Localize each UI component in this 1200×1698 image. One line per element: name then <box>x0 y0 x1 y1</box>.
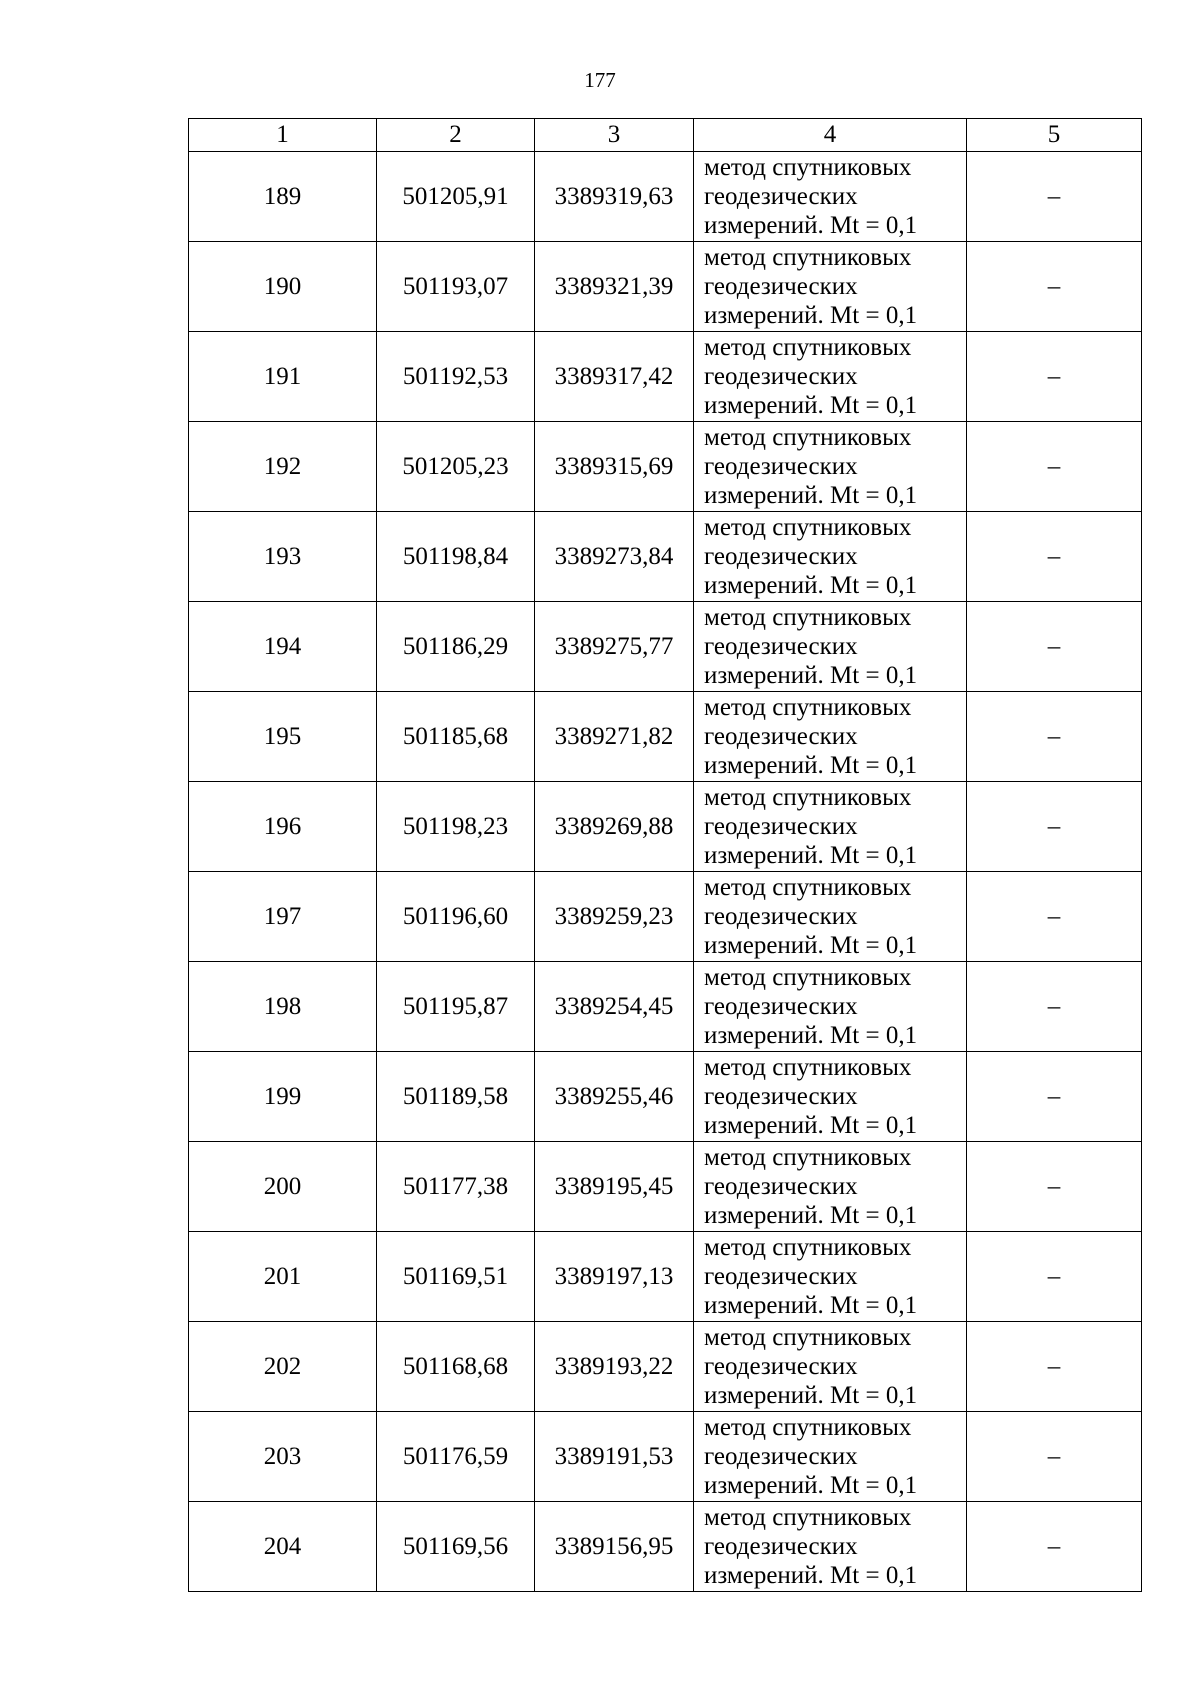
coordinate-x-cell: 501196,60 <box>377 872 535 962</box>
point-number-cell: 191 <box>189 332 377 422</box>
note-cell: – <box>967 1142 1142 1232</box>
method-line: измерений. Mt = 0,1 <box>704 1472 918 1499</box>
method-cell <box>694 1052 967 1142</box>
method-line: метод спутниковых <box>704 874 912 901</box>
point-number-cell: 203 <box>189 1412 377 1502</box>
coordinate-y-cell: 3389197,13 <box>535 1232 694 1322</box>
point-number-cell: 189 <box>189 152 377 242</box>
coordinate-x-cell: 501198,23 <box>377 782 535 872</box>
header-col-4: 4 <box>694 119 967 152</box>
point-number-cell: 194 <box>189 602 377 692</box>
point-number-cell: 201 <box>189 1232 377 1322</box>
point-number-cell: 190 <box>189 242 377 332</box>
coordinate-y-cell: 3389193,22 <box>535 1322 694 1412</box>
method-cell <box>694 1142 967 1232</box>
coordinate-y-cell: 3389191,53 <box>535 1412 694 1502</box>
coordinate-x-cell: 501185,68 <box>377 692 535 782</box>
coordinate-y-cell: 3389254,45 <box>535 962 694 1052</box>
table-row <box>189 782 1142 872</box>
table-row <box>189 512 1142 602</box>
table-row <box>189 872 1142 962</box>
coordinate-x-cell: 501186,29 <box>377 602 535 692</box>
coordinate-x-cell: 501168,68 <box>377 1322 535 1412</box>
method-cell <box>694 422 967 512</box>
note-cell: – <box>967 1232 1142 1322</box>
method-line: измерений. Mt = 0,1 <box>704 212 918 239</box>
method-line: геодезических <box>704 273 858 300</box>
point-number-cell: 197 <box>189 872 377 962</box>
note-cell: – <box>967 422 1142 512</box>
note-cell: – <box>967 692 1142 782</box>
point-number-cell: 200 <box>189 1142 377 1232</box>
header-col-1: 1 <box>189 119 377 152</box>
table-row <box>189 1502 1142 1592</box>
coordinate-x-cell: 501192,53 <box>377 332 535 422</box>
method-cell <box>694 332 967 422</box>
header-col-3: 3 <box>535 119 694 152</box>
coordinate-x-cell: 501198,84 <box>377 512 535 602</box>
point-number-cell: 199 <box>189 1052 377 1142</box>
table-header-row <box>189 119 1142 152</box>
method-line: измерений. Mt = 0,1 <box>704 662 918 689</box>
method-line: измерений. Mt = 0,1 <box>704 302 918 329</box>
table-row <box>189 422 1142 512</box>
table-row <box>189 602 1142 692</box>
coordinate-y-cell: 3389273,84 <box>535 512 694 602</box>
method-line: геодезических <box>704 543 858 570</box>
table-body <box>189 152 1142 1592</box>
note-cell: – <box>967 1502 1142 1592</box>
coordinates-table <box>188 118 1142 1592</box>
method-line: метод спутниковых <box>704 1144 912 1171</box>
method-line: геодезических <box>704 453 858 480</box>
coordinate-x-cell: 501177,38 <box>377 1142 535 1232</box>
method-line: метод спутниковых <box>704 514 912 541</box>
coordinate-x-cell: 501169,51 <box>377 1232 535 1322</box>
method-line: метод спутниковых <box>704 244 912 271</box>
coordinate-y-cell: 3389319,63 <box>535 152 694 242</box>
page-number: 177 <box>584 68 616 92</box>
table-row <box>189 1412 1142 1502</box>
method-cell <box>694 872 967 962</box>
coordinate-y-cell: 3389195,45 <box>535 1142 694 1232</box>
method-line: геодезических <box>704 723 858 750</box>
note-cell: – <box>967 152 1142 242</box>
point-number-cell: 202 <box>189 1322 377 1412</box>
method-line: метод спутниковых <box>704 1324 912 1351</box>
method-cell <box>694 1322 967 1412</box>
method-line: измерений. Mt = 0,1 <box>704 1562 918 1589</box>
coordinate-y-cell: 3389259,23 <box>535 872 694 962</box>
table-row <box>189 692 1142 782</box>
method-line: метод спутниковых <box>704 334 912 361</box>
method-line: геодезических <box>704 1533 858 1560</box>
method-line: измерений. Mt = 0,1 <box>704 932 918 959</box>
point-number-cell: 204 <box>189 1502 377 1592</box>
point-number-cell: 196 <box>189 782 377 872</box>
method-cell <box>694 152 967 242</box>
method-cell <box>694 512 967 602</box>
method-line: измерений. Mt = 0,1 <box>704 482 918 509</box>
method-line: геодезических <box>704 903 858 930</box>
method-cell <box>694 602 967 692</box>
method-line: геодезических <box>704 1173 858 1200</box>
note-cell: – <box>967 1412 1142 1502</box>
table-row <box>189 1142 1142 1232</box>
note-cell: – <box>967 1322 1142 1412</box>
note-cell: – <box>967 962 1142 1052</box>
point-number-cell: 193 <box>189 512 377 602</box>
method-cell <box>694 242 967 332</box>
note-cell: – <box>967 242 1142 332</box>
coordinate-x-cell: 501205,91 <box>377 152 535 242</box>
table-row <box>189 962 1142 1052</box>
method-line: геодезических <box>704 1443 858 1470</box>
point-number-cell: 198 <box>189 962 377 1052</box>
point-number-cell: 195 <box>189 692 377 782</box>
method-line: геодезических <box>704 1263 858 1290</box>
method-line: метод спутниковых <box>704 154 912 181</box>
method-line: измерений. Mt = 0,1 <box>704 1382 918 1409</box>
coordinate-y-cell: 3389156,95 <box>535 1502 694 1592</box>
method-line: геодезических <box>704 1353 858 1380</box>
method-line: измерений. Mt = 0,1 <box>704 1112 918 1139</box>
table-row <box>189 1052 1142 1142</box>
method-line: измерений. Mt = 0,1 <box>704 1292 918 1319</box>
method-line: измерений. Mt = 0,1 <box>704 752 918 779</box>
method-line: измерений. Mt = 0,1 <box>704 1022 918 1049</box>
note-cell: – <box>967 602 1142 692</box>
method-line: измерений. Mt = 0,1 <box>704 392 918 419</box>
note-cell: – <box>967 512 1142 602</box>
method-cell <box>694 1502 967 1592</box>
method-line: метод спутниковых <box>704 1234 912 1261</box>
table-row <box>189 1322 1142 1412</box>
method-line: метод спутниковых <box>704 1414 912 1441</box>
method-line: геодезических <box>704 633 858 660</box>
header-col-5: 5 <box>967 119 1142 152</box>
method-line: измерений. Mt = 0,1 <box>704 842 918 869</box>
note-cell: – <box>967 872 1142 962</box>
method-line: метод спутниковых <box>704 424 912 451</box>
method-cell <box>694 1412 967 1502</box>
coordinate-x-cell: 501176,59 <box>377 1412 535 1502</box>
header-col-2: 2 <box>377 119 535 152</box>
coordinate-y-cell: 3389255,46 <box>535 1052 694 1142</box>
coordinate-x-cell: 501189,58 <box>377 1052 535 1142</box>
method-line: метод спутниковых <box>704 1504 912 1531</box>
coordinate-x-cell: 501205,23 <box>377 422 535 512</box>
method-line: геодезических <box>704 993 858 1020</box>
method-line: метод спутниковых <box>704 604 912 631</box>
method-line: измерений. Mt = 0,1 <box>704 572 918 599</box>
table-row <box>189 1232 1142 1322</box>
table-row <box>189 242 1142 332</box>
method-line: геодезических <box>704 813 858 840</box>
coordinate-x-cell: 501169,56 <box>377 1502 535 1592</box>
note-cell: – <box>967 332 1142 422</box>
coordinate-y-cell: 3389269,88 <box>535 782 694 872</box>
table-row <box>189 332 1142 422</box>
method-line: метод спутниковых <box>704 1054 912 1081</box>
method-cell <box>694 692 967 782</box>
coordinate-y-cell: 3389271,82 <box>535 692 694 782</box>
coordinate-y-cell: 3389315,69 <box>535 422 694 512</box>
table-row <box>189 152 1142 242</box>
coordinate-x-cell: 501193,07 <box>377 242 535 332</box>
method-line: метод спутниковых <box>704 964 912 991</box>
coordinate-y-cell: 3389275,77 <box>535 602 694 692</box>
method-line: геодезических <box>704 363 858 390</box>
method-line: геодезических <box>704 1083 858 1110</box>
method-line: геодезических <box>704 183 858 210</box>
method-cell <box>694 1232 967 1322</box>
coordinate-y-cell: 3389321,39 <box>535 242 694 332</box>
note-cell: – <box>967 1052 1142 1142</box>
method-line: метод спутниковых <box>704 694 912 721</box>
coordinate-y-cell: 3389317,42 <box>535 332 694 422</box>
coordinate-x-cell: 501195,87 <box>377 962 535 1052</box>
point-number-cell: 192 <box>189 422 377 512</box>
method-cell <box>694 962 967 1052</box>
method-line: метод спутниковых <box>704 784 912 811</box>
note-cell: – <box>967 782 1142 872</box>
method-line: измерений. Mt = 0,1 <box>704 1202 918 1229</box>
method-cell <box>694 782 967 872</box>
